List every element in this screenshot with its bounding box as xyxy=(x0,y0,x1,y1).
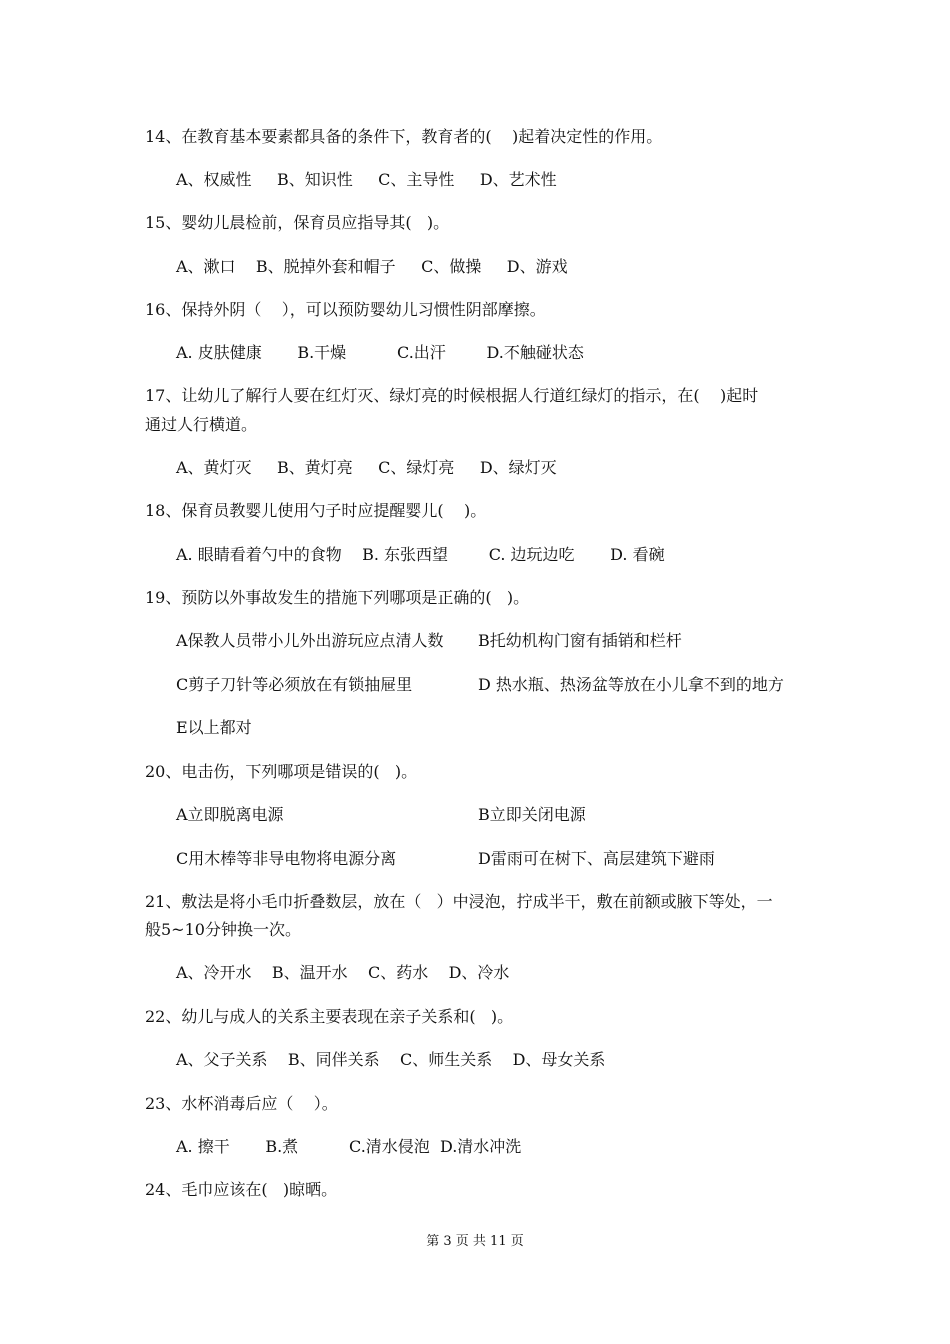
question-22-options: A、父子关系 B、同伴关系 C、师生关系 D、母女关系 xyxy=(176,1050,606,1069)
question-23-options: A. 擦干 B.煮 C.清水侵泡 D.清水冲洗 xyxy=(176,1137,522,1156)
question-15-options: A、漱口 B、脱掉外套和帽子 C、做操 D、游戏 xyxy=(176,257,568,276)
page-footer: 第 3 页 共 11 页 xyxy=(426,1234,524,1249)
question-17-options: A、黄灯灭 B、黄灯亮 C、绿灯亮 D、绿灯灭 xyxy=(176,458,557,477)
question-20-option-b: B立即关闭电源 xyxy=(478,805,586,824)
question-20-option-d: D雷雨可在树下、高层建筑下避雨 xyxy=(478,849,715,868)
question-19-option-a: A保教人员带小儿外出游玩应点清人数 xyxy=(176,631,444,650)
question-19-stem: 19、预防以外事故发生的措施下列哪项是正确的( )。 xyxy=(145,588,530,607)
question-16-stem: 16、保持外阴（ ），可以预防婴幼儿习惯性阴部摩擦。 xyxy=(145,300,546,319)
question-17-stem-line1: 17、让幼儿了解行人要在红灯灭、绿灯亮的时候根据人行道红绿灯的指示，在( )起时 xyxy=(145,386,759,405)
question-21-options: A、冷开水 B、温开水 C、药水 D、冷水 xyxy=(176,963,510,982)
question-21-stem-line2: 般5~10分钟换一次。 xyxy=(145,920,301,939)
question-24-stem: 24、毛巾应该在( )晾晒。 xyxy=(145,1180,338,1199)
question-18-options: A. 眼睛看着勺中的食物 B. 东张西望 C. 边玩边吃 D. 看碗 xyxy=(176,545,665,564)
question-15-stem: 15、婴幼儿晨检前，保育员应指导其( )。 xyxy=(145,213,450,232)
question-19-option-b: B托幼机构门窗有插销和栏杆 xyxy=(478,631,682,650)
question-20-stem: 20、电击伤，下列哪项是错误的( )。 xyxy=(145,762,418,781)
question-20-option-a: A立即脱离电源 xyxy=(176,805,284,824)
question-20-option-c: C用木棒等非导电物将电源分离 xyxy=(176,849,397,868)
question-14-options: A、权威性 B、知识性 C、主导性 D、艺术性 xyxy=(176,170,557,189)
question-19-option-c: C剪子刀针等必须放在有锁抽屉里 xyxy=(176,675,413,694)
question-14-stem: 14、在教育基本要素都具备的条件下，教育者的( )起着决定性的作用。 xyxy=(145,127,663,146)
question-22-stem: 22、幼儿与成人的关系主要表现在亲子关系和( )。 xyxy=(145,1007,514,1026)
question-19-option-d: D 热水瓶、热汤盆等放在小儿拿不到的地方 xyxy=(478,675,784,694)
question-18-stem: 18、保育员教婴儿使用勺子时应提醒婴儿( )。 xyxy=(145,501,487,520)
question-16-options: A. 皮肤健康 B.干燥 C.出汗 D.不触碰状态 xyxy=(176,343,584,362)
question-19-option-e: E以上都对 xyxy=(176,718,252,737)
question-21-stem-line1: 21、敷法是将小毛巾折叠数层，放在（ ）中浸泡，拧成半干，敷在前额或腋下等处，一 xyxy=(145,892,773,911)
question-23-stem: 23、水杯消毒后应（ ）。 xyxy=(145,1094,338,1113)
question-17-stem-line2: 通过人行横道。 xyxy=(145,415,258,434)
